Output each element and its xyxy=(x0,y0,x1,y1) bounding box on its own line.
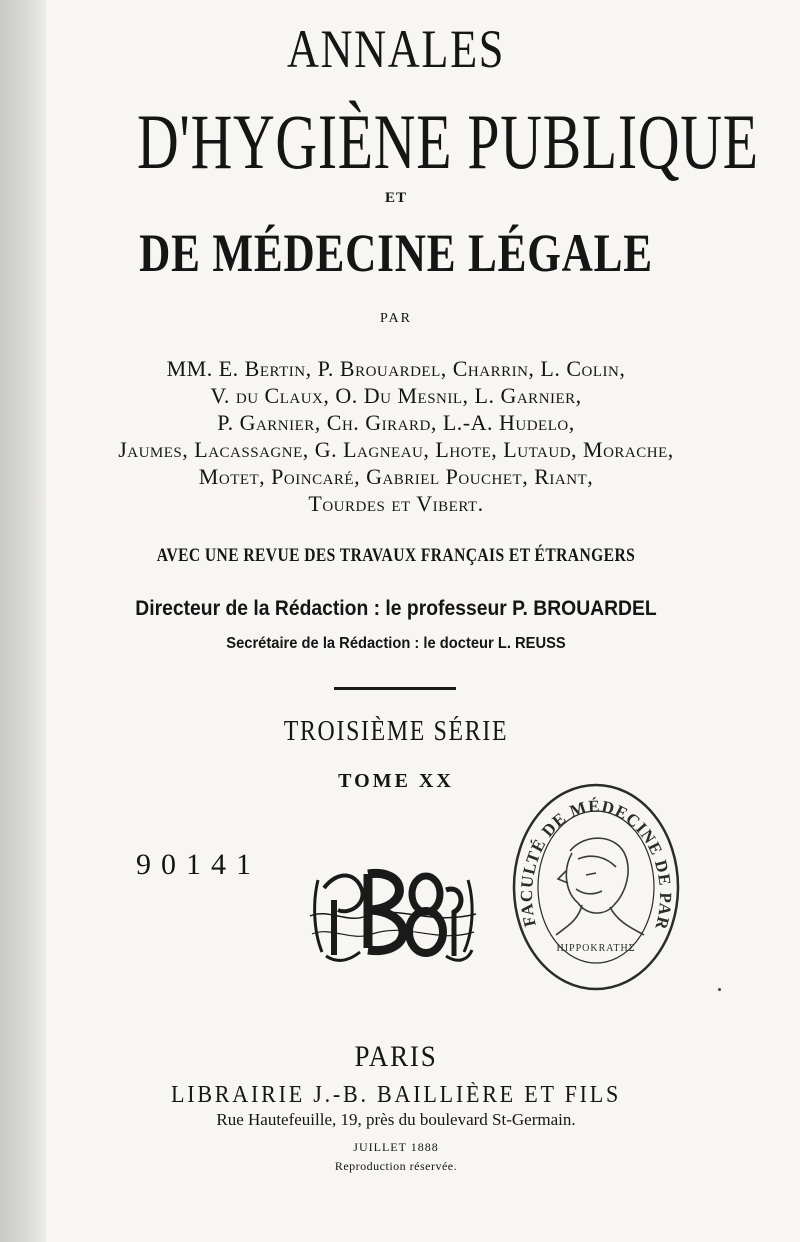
review-subtitle: AVEC UNE REVUE DES TRAVAUX FRANÇAIS ET ÉTRANGERS xyxy=(156,545,636,566)
author-line: MM. E. Bertin, P. Brouardel, Charrin, L. Colin, xyxy=(166,356,626,381)
svg-text:FACULTÉ DE MÉDECINE DE PARIS xyxy=(506,775,675,932)
paper-speck xyxy=(718,988,721,991)
imprint-rights: Reproduction réservée. xyxy=(334,1159,458,1173)
journal-title-conjunction: ET xyxy=(384,190,407,206)
imprint-city: PARIS xyxy=(354,1040,438,1073)
journal-title-line-1: ANNALES xyxy=(286,19,506,79)
imprint-address: Rue Hautefeuille, 19, près du boulevard St-Germain. xyxy=(216,1110,576,1129)
editorial-secretary: Secrétaire de la Rédaction : le docteur L. REUSS xyxy=(226,635,566,652)
author-line: V. du Claux, O. Du Mesnil, L. Garnier, xyxy=(210,383,582,408)
faculty-library-stamp xyxy=(506,775,686,995)
stamp-legend: FACULTÉ DE MÉDECINE DE PAR xyxy=(516,796,676,933)
publisher-monogram-ornament xyxy=(308,860,478,970)
author-line: Motet, Poincaré, Gabriel Pouchet, Riant, xyxy=(198,464,594,489)
stamp-motto: HIPPOKRATHΣ xyxy=(556,943,636,954)
series-label: TROISIÈME SÉRIE xyxy=(283,716,509,747)
author-line: Tourdes et Vibert. xyxy=(308,491,484,516)
journal-title-line-3: DE MÉDECINE LÉGALE xyxy=(139,223,653,283)
book-binding-edge xyxy=(0,0,46,1242)
by-label: PAR xyxy=(380,311,412,326)
author-line: Jaumes, Lacassagne, G. Lagneau, Lhote, Lutaud, Morache, xyxy=(118,437,674,462)
library-shelf-number: 90141 xyxy=(136,848,261,881)
editorial-director: Directeur de la Rédaction : le professeur P. BROUARDEL xyxy=(135,597,657,620)
journal-title-line-2: D'HYGIÈNE PUBLIQUE xyxy=(137,98,759,185)
imprint-publisher: LIBRAIRIE J.-B. BAILLIÈRE ET FILS xyxy=(170,1082,622,1108)
divider-rule xyxy=(334,687,456,690)
title-page xyxy=(46,0,800,1242)
author-line: P. Garnier, Ch. Girard, L.-A. Hudelo, xyxy=(217,410,575,435)
volume-label: TOME XX xyxy=(338,770,454,792)
imprint-date: JUILLET 1888 xyxy=(353,1140,439,1154)
